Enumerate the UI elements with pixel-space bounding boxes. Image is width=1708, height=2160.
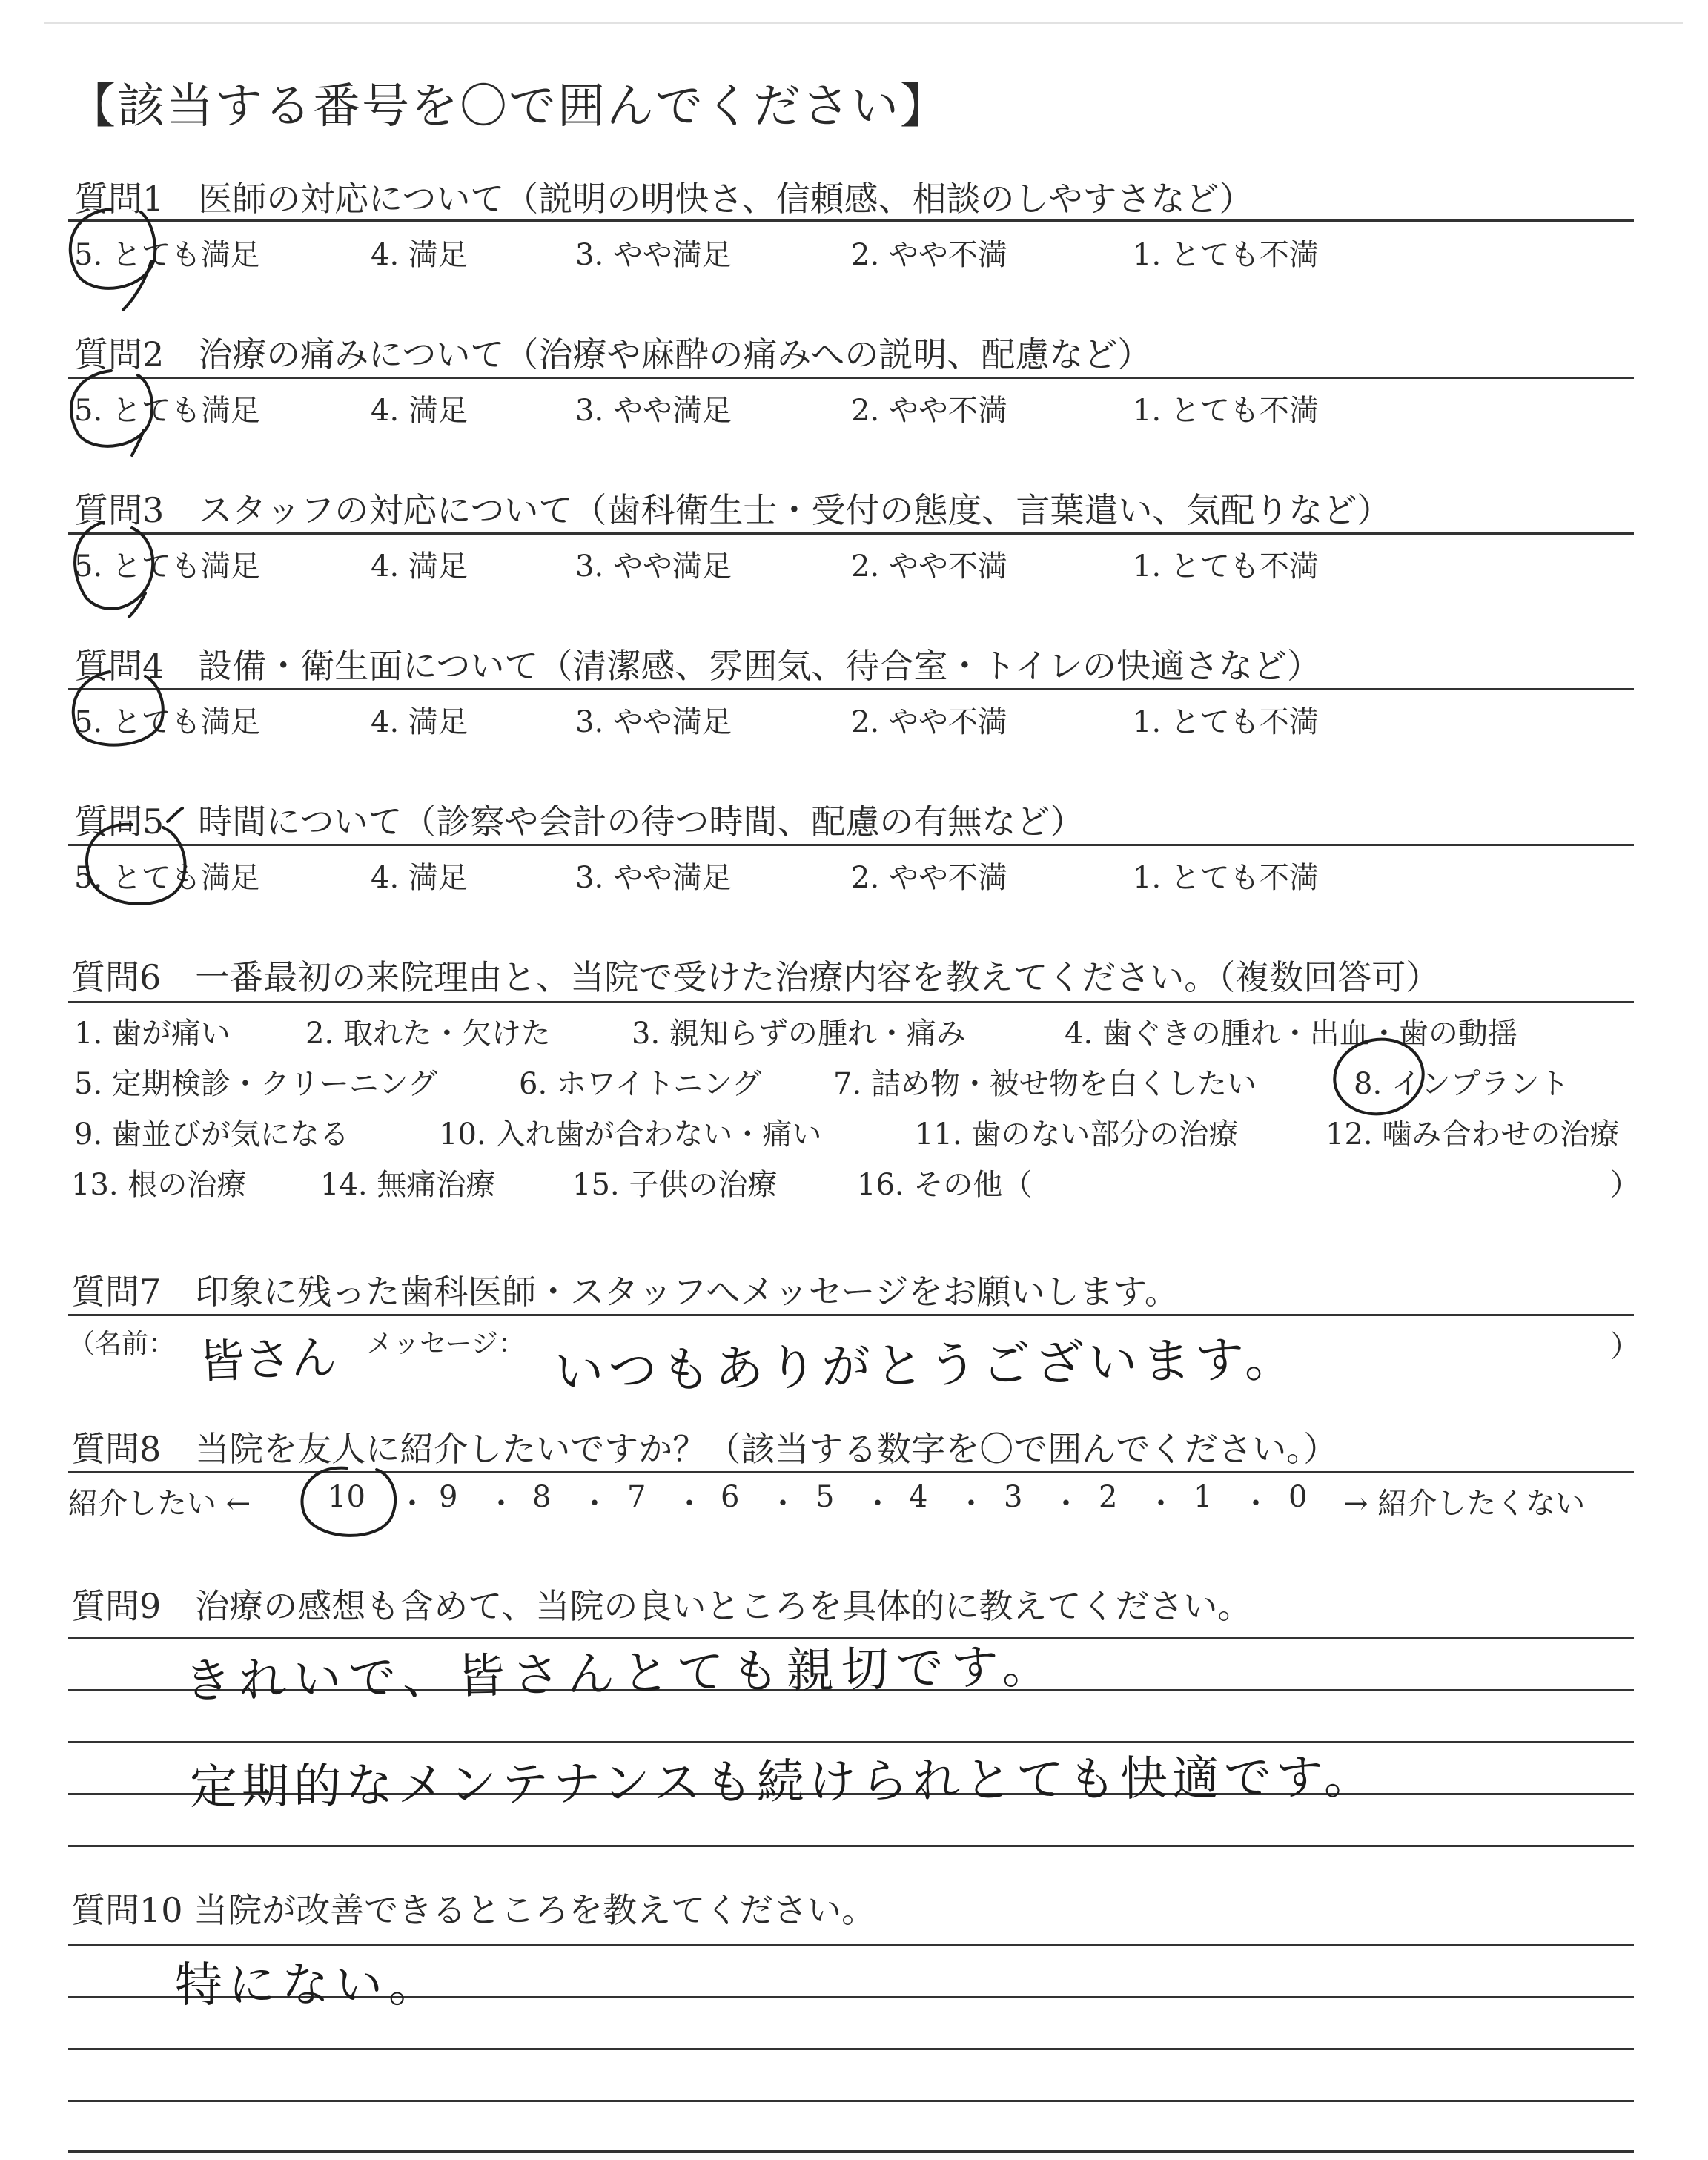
q4-option-2[interactable]: 2. やや不満 xyxy=(851,705,1007,739)
q6-option-5[interactable]: 5. 定期検診・クリーニング xyxy=(74,1067,438,1101)
q10-rule xyxy=(68,1944,1634,1946)
q8-score-10[interactable]: 10 xyxy=(328,1480,365,1514)
q6-rule xyxy=(68,1001,1634,1003)
q8-score-7[interactable]: 7 xyxy=(627,1480,646,1514)
q7-rule xyxy=(68,1314,1634,1316)
q8-score-9[interactable]: 9 xyxy=(439,1480,458,1514)
q8-score-8[interactable]: 8 xyxy=(532,1480,552,1514)
q3-option-2[interactable]: 2. やや不満 xyxy=(851,549,1007,584)
q6-option-10[interactable]: 10. 入れ歯が合わない・痛い xyxy=(439,1117,822,1152)
q1-title: 質問1 医師の対応について（説明の明快さ、信頼感、相談のしやすさなど） xyxy=(74,179,1254,219)
q8-score-4[interactable]: 4 xyxy=(909,1480,928,1514)
q3-option-3[interactable]: 3. やや満足 xyxy=(575,549,732,584)
q5-option-1[interactable]: 1. とても不満 xyxy=(1133,861,1319,895)
q7-message-value[interactable]: いつもありがとうございます。 xyxy=(554,1330,1299,1401)
q4-option-3[interactable]: 3. やや満足 xyxy=(575,705,732,739)
q8-score-0[interactable]: 0 xyxy=(1288,1480,1308,1514)
q6-option-1[interactable]: 1. 歯が痛い xyxy=(74,1017,231,1051)
q4-option-4[interactable]: 4. 満足 xyxy=(371,705,468,739)
q2-option-4[interactable]: 4. 満足 xyxy=(371,394,468,428)
q9-answer-line-2[interactable]: 定期的なメンテナンスも続けられとても快適です。 xyxy=(189,1750,1377,1815)
page-heading: 【該当する番号を〇で囲んでください】 xyxy=(68,79,949,134)
q6-option-4[interactable]: 4. 歯ぐきの腫れ・出血・歯の動揺 xyxy=(1065,1017,1517,1051)
q4-title: 質問4 設備・衛生面について（清潔感、雰囲気、待合室・トイレの快適さなど） xyxy=(74,646,1322,686)
q6-option-2[interactable]: 2. 取れた・欠けた xyxy=(305,1017,551,1051)
q6-option-16[interactable]: 16. その他（ xyxy=(857,1168,1033,1202)
q8-dot: ・ xyxy=(1051,1487,1081,1521)
q8-score-3[interactable]: 3 xyxy=(1004,1480,1023,1514)
q3-option-4[interactable]: 4. 満足 xyxy=(371,549,468,584)
q3-option-5[interactable]: 5. とても満足 xyxy=(74,549,260,584)
q8-dot: ・ xyxy=(956,1487,986,1521)
q6-title: 質問6 一番最初の来院理由と、当院で受けた治療内容を教えてください。（複数回答可） xyxy=(71,957,1440,997)
q5-option-5[interactable]: 5. とても満足 xyxy=(74,861,260,895)
q6-option-9[interactable]: 9. 歯並びが気になる xyxy=(74,1117,349,1152)
q1-rule xyxy=(68,219,1634,222)
q8-dot: ・ xyxy=(675,1487,704,1521)
q6-option-15[interactable]: 15. 子供の治療 xyxy=(572,1168,778,1202)
q10-rule xyxy=(68,2150,1634,2153)
q2-option-5[interactable]: 5. とても満足 xyxy=(74,394,260,428)
q10-answer-line-1[interactable]: 特にない。 xyxy=(175,1958,442,2013)
q2-option-1[interactable]: 1. とても不満 xyxy=(1133,394,1319,428)
q8-dot: ・ xyxy=(863,1487,893,1521)
q5-title: 質問5 時間について（診察や会計の待つ時間、配慮の有無など） xyxy=(74,802,1085,842)
q1-option-5[interactable]: 5. とても満足 xyxy=(74,238,260,272)
q8-score-1[interactable]: 1 xyxy=(1194,1480,1213,1514)
q6-option-11[interactable]: 11. 歯のない部分の治療 xyxy=(915,1117,1239,1152)
q2-option-3[interactable]: 3. やや満足 xyxy=(575,394,732,428)
q3-option-1[interactable]: 1. とても不満 xyxy=(1133,549,1319,584)
q7-close: ） xyxy=(1610,1330,1640,1364)
q8-left-label: 紹介したい ← xyxy=(68,1487,251,1521)
q1-option-4[interactable]: 4. 満足 xyxy=(371,238,468,272)
q10-rule xyxy=(68,2048,1634,2050)
q8-dot: ・ xyxy=(397,1487,427,1521)
q2-option-2[interactable]: 2. やや不満 xyxy=(851,394,1007,428)
q6-other-close: ） xyxy=(1610,1168,1640,1202)
q6-option-14[interactable]: 14. 無痛治療 xyxy=(320,1168,496,1202)
q6-option-13[interactable]: 13. 根の治療 xyxy=(71,1168,247,1202)
q9-answer-line-1[interactable]: きれいで、皆さんとても親切です。 xyxy=(183,1639,1058,1710)
q10-title: 質問10 当院が改善できるところを教えてください。 xyxy=(71,1890,876,1930)
q8-dot: ・ xyxy=(768,1487,798,1521)
q7-name-label: （名前： xyxy=(68,1329,176,1359)
q5-option-4[interactable]: 4. 満足 xyxy=(371,861,468,895)
q8-dot: ・ xyxy=(1241,1487,1271,1521)
q10-rule xyxy=(68,2100,1634,2102)
q8-score-2[interactable]: 2 xyxy=(1099,1480,1118,1514)
q7-name-value[interactable]: 皆さん xyxy=(197,1330,338,1390)
q7-title: 質問7 印象に残った歯科医師・スタッフへメッセージをお願いします。 xyxy=(71,1272,1179,1312)
q6-option-8[interactable]: 8. インプラント xyxy=(1354,1067,1569,1101)
q6-option-7[interactable]: 7. 詰め物・被せ物を白くしたい xyxy=(833,1067,1257,1101)
q8-dot: ・ xyxy=(580,1487,609,1521)
q5-option-2[interactable]: 2. やや不満 xyxy=(851,861,1007,895)
q1-option-3[interactable]: 3. やや満足 xyxy=(575,238,732,272)
q8-right-label: → 紹介したくない xyxy=(1343,1487,1586,1521)
q6-option-12[interactable]: 12. 噛み合わせの治療 xyxy=(1325,1117,1620,1152)
q8-title: 質問8 当院を友人に紹介したいですか？（該当する数字を〇で囲んでください。） xyxy=(71,1429,1338,1469)
q2-rule xyxy=(68,377,1634,379)
q1-option-1[interactable]: 1. とても不満 xyxy=(1133,238,1319,272)
q9-rule xyxy=(68,1845,1634,1847)
q9-title: 質問9 治療の感想も含めて、当院の良いところを具体的に教えてください。 xyxy=(71,1586,1252,1626)
q8-dot: ・ xyxy=(1146,1487,1176,1521)
q4-rule xyxy=(68,688,1634,690)
q5-option-3[interactable]: 3. やや満足 xyxy=(575,861,732,895)
q8-rule xyxy=(68,1471,1634,1473)
q8-score-5[interactable]: 5 xyxy=(815,1480,835,1514)
q4-option-5[interactable]: 5. とても満足 xyxy=(74,705,260,739)
q3-rule xyxy=(68,532,1634,535)
q4-option-1[interactable]: 1. とても不満 xyxy=(1133,705,1319,739)
q8-score-6[interactable]: 6 xyxy=(721,1480,740,1514)
q3-title: 質問3 スタッフの対応について（歯科衛生士・受付の態度、言葉遣い、気配りなど） xyxy=(74,490,1391,530)
q6-option-6[interactable]: 6. ホワイトニング xyxy=(519,1067,762,1101)
q7-message-label: メッセージ： xyxy=(366,1329,525,1359)
q5-rule xyxy=(68,844,1634,846)
scan-edge-line xyxy=(44,22,1683,24)
q2-title: 質問2 治療の痛みについて（治療や麻酔の痛みへの説明、配慮など） xyxy=(74,334,1152,374)
q8-dot: ・ xyxy=(486,1487,516,1521)
q6-option-3[interactable]: 3. 親知らずの腫れ・痛み xyxy=(632,1017,966,1051)
q1-option-2[interactable]: 2. やや不満 xyxy=(851,238,1007,272)
